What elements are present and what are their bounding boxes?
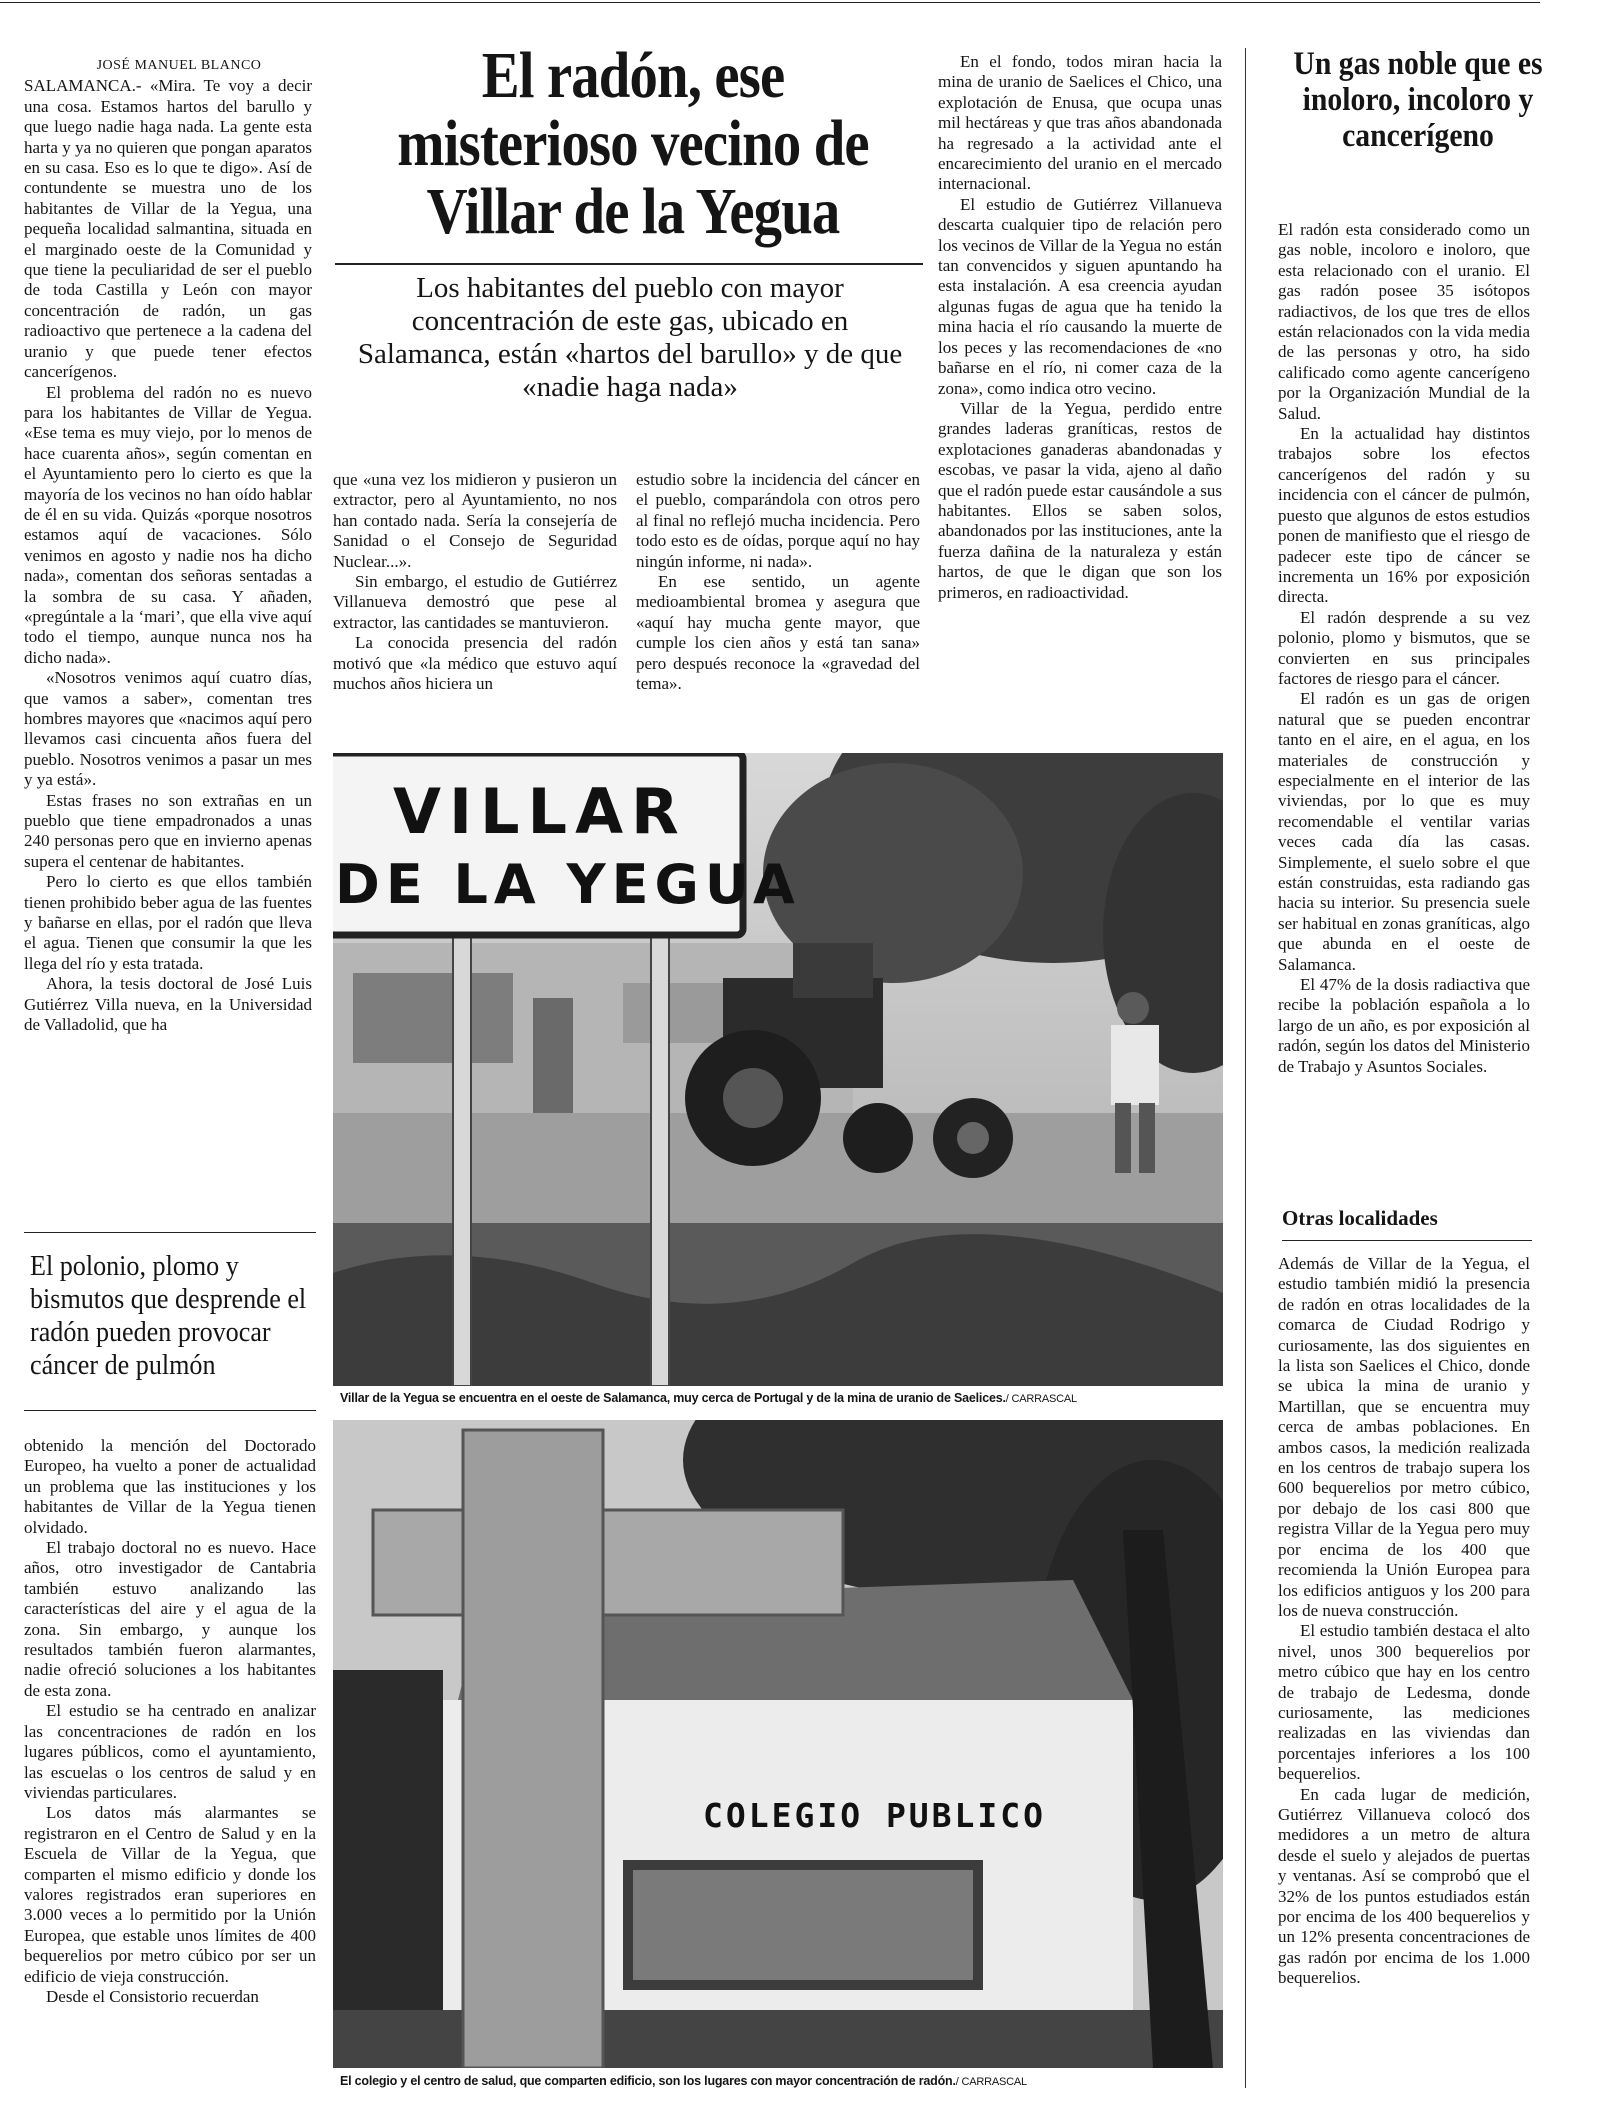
headline: El radón, ese misterioso vecino de Villar de la Yegua: [397, 39, 869, 248]
paragraph: La conocida presencia del radón motivó que «la médico que estuvo aquí muchos años hiciera un: [333, 633, 617, 694]
photo2-sign: COLEGIO PUBLICO: [703, 1796, 1047, 1835]
paragraph: Pero lo cierto es que ellos también tienen prohibido beber agua de las fuentes y bañarse en ellas, por el radón que lleva el agua. Tienen que consumir la que les llega del río y esta tratada.: [24, 872, 312, 973]
pullquote-bottom-rule: [24, 1410, 316, 1411]
sidebar-title: Un gas noble que es inoloro, incoloro y cancerígeno: [1293, 46, 1543, 154]
sidebar-body: [1278, 220, 1530, 1178]
photo-village-sign-tractor: [333, 753, 1223, 1386]
paragraph: Ahora, la tesis doctoral de José Luis Gutiérrez Villa nueva, en la Universidad de Valladolid, que ha: [24, 974, 312, 1035]
photo2-caption-text: El colegio y el centro de salud, que comparten edificio, son los lugares con mayor concentración de radón.: [340, 2074, 956, 2088]
paragraph: obtenido la mención del Doctorado Europeo, ha vuelto a poner de actualidad un problema que las instituciones y los habitantes de Villar de la Yegua tienen olvidado.: [24, 1436, 316, 1537]
photo1-caption: [340, 1390, 1077, 1407]
paragraph: Desde el Consistorio recuerdan: [46, 1986, 259, 2006]
sidebar-subhead-rule: [1282, 1240, 1532, 1241]
paragraph: El 47% de la dosis radiactiva que recibe la población española a lo largo de un año, es por exposición al radón, según los datos del Ministerio de Trabajo y Asuntos Sociales.: [1278, 975, 1530, 1076]
article-column-1: [24, 56, 312, 1201]
byline: JOSÉ MANUEL BLANCO: [96, 58, 262, 73]
paragraph: En el fondo, todos miran hacia la mina de uranio de Saelices el Chico, una explotación de Enusa, que ocupa unas mil hectáreas y que tras años abandonada ha regresado a la actividad ante el encarecimiento del uranio en el mercado internacional.: [938, 52, 1222, 194]
photo2-credit: / CARRASCAL: [955, 2076, 1027, 2088]
paragraph: El problema del radón no es nuevo para los habitantes de Villar de Yegua. «Ese tema es muy viejo, por lo menos de hace cuarenta años», según comentan en el Ayuntamiento pero lo cierto es que la mayoría de los vecinos no han oído hablar de él en su vida. Quizás «porque nosotros estamos aquí de vacaciones. Sólo venimos en agosto y nadie nos ha dicho nada», comentan dos señoras sentadas a la sombra de su casa. Y añaden, «pregúntale a la ‘mari’, que ella vive aquí todo el tiempo, aunque nunca nos ha dicho nada».: [24, 382, 312, 667]
sidebar-divider: [1245, 48, 1246, 2088]
top-rule: [0, 2, 1540, 3]
paragraph: Los datos más alarmantes se registraron en el Centro de Salud y en la Escuela de Villar de la Yegua, que comparten el mismo edificio y donde los valores registrados eran superiores en 3.000 veces a lo permitido por la Unión Europea, que estable unos límites de 400 bequerelios por metro cúbico por ser un edificio de vieja construcción.: [24, 1803, 316, 1986]
photo1-sign-line2: DE LA YEGUA: [335, 853, 801, 916]
photo2-caption: [340, 2073, 1027, 2090]
paragraph: estudio sobre la incidencia del cáncer en el pueblo, comparándola con otros pero al final no reflejó mucha incidencia. Pero todo esto es de oídas, porque aquí no hay ningún informe, ni nada».: [636, 470, 920, 571]
paragraph: Además de Villar de la Yegua, el estudio también midió la presencia de radón en otras localidades de la comarca de Ciudad Rodrigo y curiosamente, las dos siguientes en la lista son Saelices el Chico, donde se ubica la mina de uranio y Martillan, que se encuentra muy cerca de ambas poblaciones. En ambos casos, la medición realizada en los centros de trabajo supera los 600 bequerelios por metro cúbico, por debajo de los casi 800 que registra Villar de la Yegua pero muy por encima de los 400 que recomienda la Unión Europea para los edificios antiguos y los 200 para los de nueva construcción.: [1278, 1254, 1530, 1620]
paragraph: El estudio también destaca el alto nivel, unos 300 bequerelios por metro cúbico que hay en los centro de trabajo de Ledesma, donde curiosamente, las mediciones realizadas en las viviendas dan porcentajes inferiores a los 100 bequerelios.: [1278, 1621, 1530, 1784]
paragraph: El radón esta considerado como un gas noble, incoloro e inoloro, que esta relacionado con el uranio. El gas radón posee 35 isótopos radiactivos, de los que tres de ellos están relacionados con la vida media de las personas y otro, ha sido calificado como agente cancerígeno por la Organización Mundial de la Salud.: [1278, 220, 1530, 423]
paragraph: Sin embargo, el estudio de Gutiérrez Villanueva demostró que pese al extractor, las cantidades se mantuvieron.: [333, 572, 617, 632]
pullquote-top-rule: [24, 1232, 316, 1233]
paragraph: En cada lugar de medición, Gutiérrez Villanueva colocó dos medidores a un metro de altura desde el suelo y alejados de puertas y ventanas. Así se comprobó que el 32% de los puntos estudiados están por encima de los 400 bequerelios y un 12% presenta concentraciones de gas radón por encima de los 1.000 bequerelios.: [1278, 1784, 1530, 1988]
col1-body: [24, 76, 312, 1035]
article-column-4: [938, 52, 1222, 722]
paragraph: El radón es un gas de origen natural que se pueden encontrar tanto en el aire, en el agua, en los materiales de construcción y especialmente en el interior de las viviendas, por lo que es muy recomendable el ventilar varias veces cada día las casas. Simplemente, el suelo sobre el que están construidas, esta radiando gas hacia su interior. Su presencia suele ser habitual en zonas graníticas, algo que abunda en el oeste de Salamanca.: [1278, 689, 1530, 974]
sidebar-body-2: [1278, 1254, 1530, 2094]
paragraph: que «una vez los midieron y pusieron un extractor, pero al Ayuntamiento, no nos han contado nada. Sería la consejería de Sanidad o el Consejo de Seguridad Nuclear...».: [333, 470, 617, 571]
paragraph: El estudio de Gutiérrez Villanueva descarta cualquier tipo de relación pero los vecinos de Villar de la Yegua no están tan convencidos y siguen apuntando ha esta instalación. A esa creencia ayudan algunas fugas de agua que ha tenido la mina hacia el río causando la muerte de los peces y las recomendaciones de «no bañarse en el río, ni comer caza de la zona», como indica otro vecino.: [938, 194, 1222, 398]
pull-quote: El polonio, plomo y bismutos que desprende el radón pueden provocar cáncer de pulmón: [30, 1250, 307, 1381]
paragraph: El radón desprende a su vez polonio, plomo y bismutos, que se convierten en sus principales factores de riesgo para el cáncer.: [1278, 607, 1530, 688]
paragraph: En la actualidad hay distintos trabajos sobre los efectos cancerígenos del radón y su incidencia con el cáncer de pulmón, puesto que algunos de estos estudios ponen de manifiesto que el riesgo de padecer este tipo de cáncer se incrementa un 16% por exposición directa.: [1278, 424, 1530, 607]
paragraph: El trabajo doctoral no es nuevo. Hace años, otro investigador de Cantabria también estuvo analizando las características del aire y el agua de la zona. Sin embargo, y aunque los resultados también fueron alarmantes, nadie ofreció soluciones a los habitantes de esta zona.: [24, 1538, 316, 1700]
paragraph: Villar de la Yegua, perdido entre grandes laderas graníticas, restos de explotaciones ganaderas abandonadas y escobas, ve pasar la vida, ajeno al daño que el radón puede estar causándole a sus habitantes. Ellos se saben solos, abandonados por las instituciones, ante la fuerza dañina de la naturaleza y están hartos, de que le digan que son los primeros, en radioactividad.: [938, 398, 1222, 602]
article-column-1-continued: [24, 1436, 316, 2096]
article-column-3: [636, 470, 920, 740]
deck-subheadline: Los habitantes del pueblo con mayor concentración de este gas, ubicado en Salamanca, están «hartos del barullo» y de que «nadie haga nada»: [357, 272, 903, 403]
photo-school-cross: [333, 1420, 1223, 2068]
paragraph: SALAMANCA.- «Mira. Te voy a decir una cosa. Estamos hartos del barullo y que luego nadie haga nada. La gente esta harta y ya no quieren que pongan aparatos en su casa. Eso es lo que te digo». Así de contundente se muestra uno de los habitantes de Villar de la Yegua, una pequeña localidad salmantina, situada en el marginado oeste de la Comunidad y que tiene la peculiaridad de ser el pueblo de toda Castilla y León con mayor concentración de radón, un gas radioactivo que pertenece a la cadena del uranio y que puede tener efectos cancerígenos.: [24, 76, 312, 382]
photo1-caption-text: Villar de la Yegua se encuentra en el oeste de Salamanca, muy cerca de Portugal y de la mina de uranio de Saelices.: [340, 1391, 1006, 1405]
paragraph: «Nosotros venimos aquí cuatro días, que vamos a saber», comentan tres hombres mayores que «nacimos aquí pero llevamos casi cincuenta años fuera del pueblo. Nosotros venimos a pasar un mes y ya está».: [24, 668, 312, 790]
article-column-2: [333, 470, 617, 740]
paragraph: El estudio se ha centrado en analizar las concentraciones de radón en los lugares públicos, como el ayuntamiento, las escuelas o los centros de salud y en viviendas particulares.: [24, 1701, 316, 1802]
headline-rule: [335, 263, 923, 265]
photo1-credit: / CARRASCAL: [1005, 1393, 1077, 1405]
photo1-sign-line1: VILLAR: [393, 775, 687, 848]
sidebar-subhead: Otras localidades: [1282, 1206, 1438, 1230]
paragraph: En ese sentido, un agente medioambiental bromea y asegura que «aquí hay mucha gente mayor, que cumple los cien años y está tan sana» pero después reconoce la «gravedad del tema».: [636, 572, 920, 694]
paragraph: Estas frases no son extrañas en un pueblo que tiene empadronados a unas 240 personas pero que en invierno apenas supera el centenar de habitantes.: [24, 790, 312, 871]
photo2-illustration: [333, 1420, 1223, 2068]
